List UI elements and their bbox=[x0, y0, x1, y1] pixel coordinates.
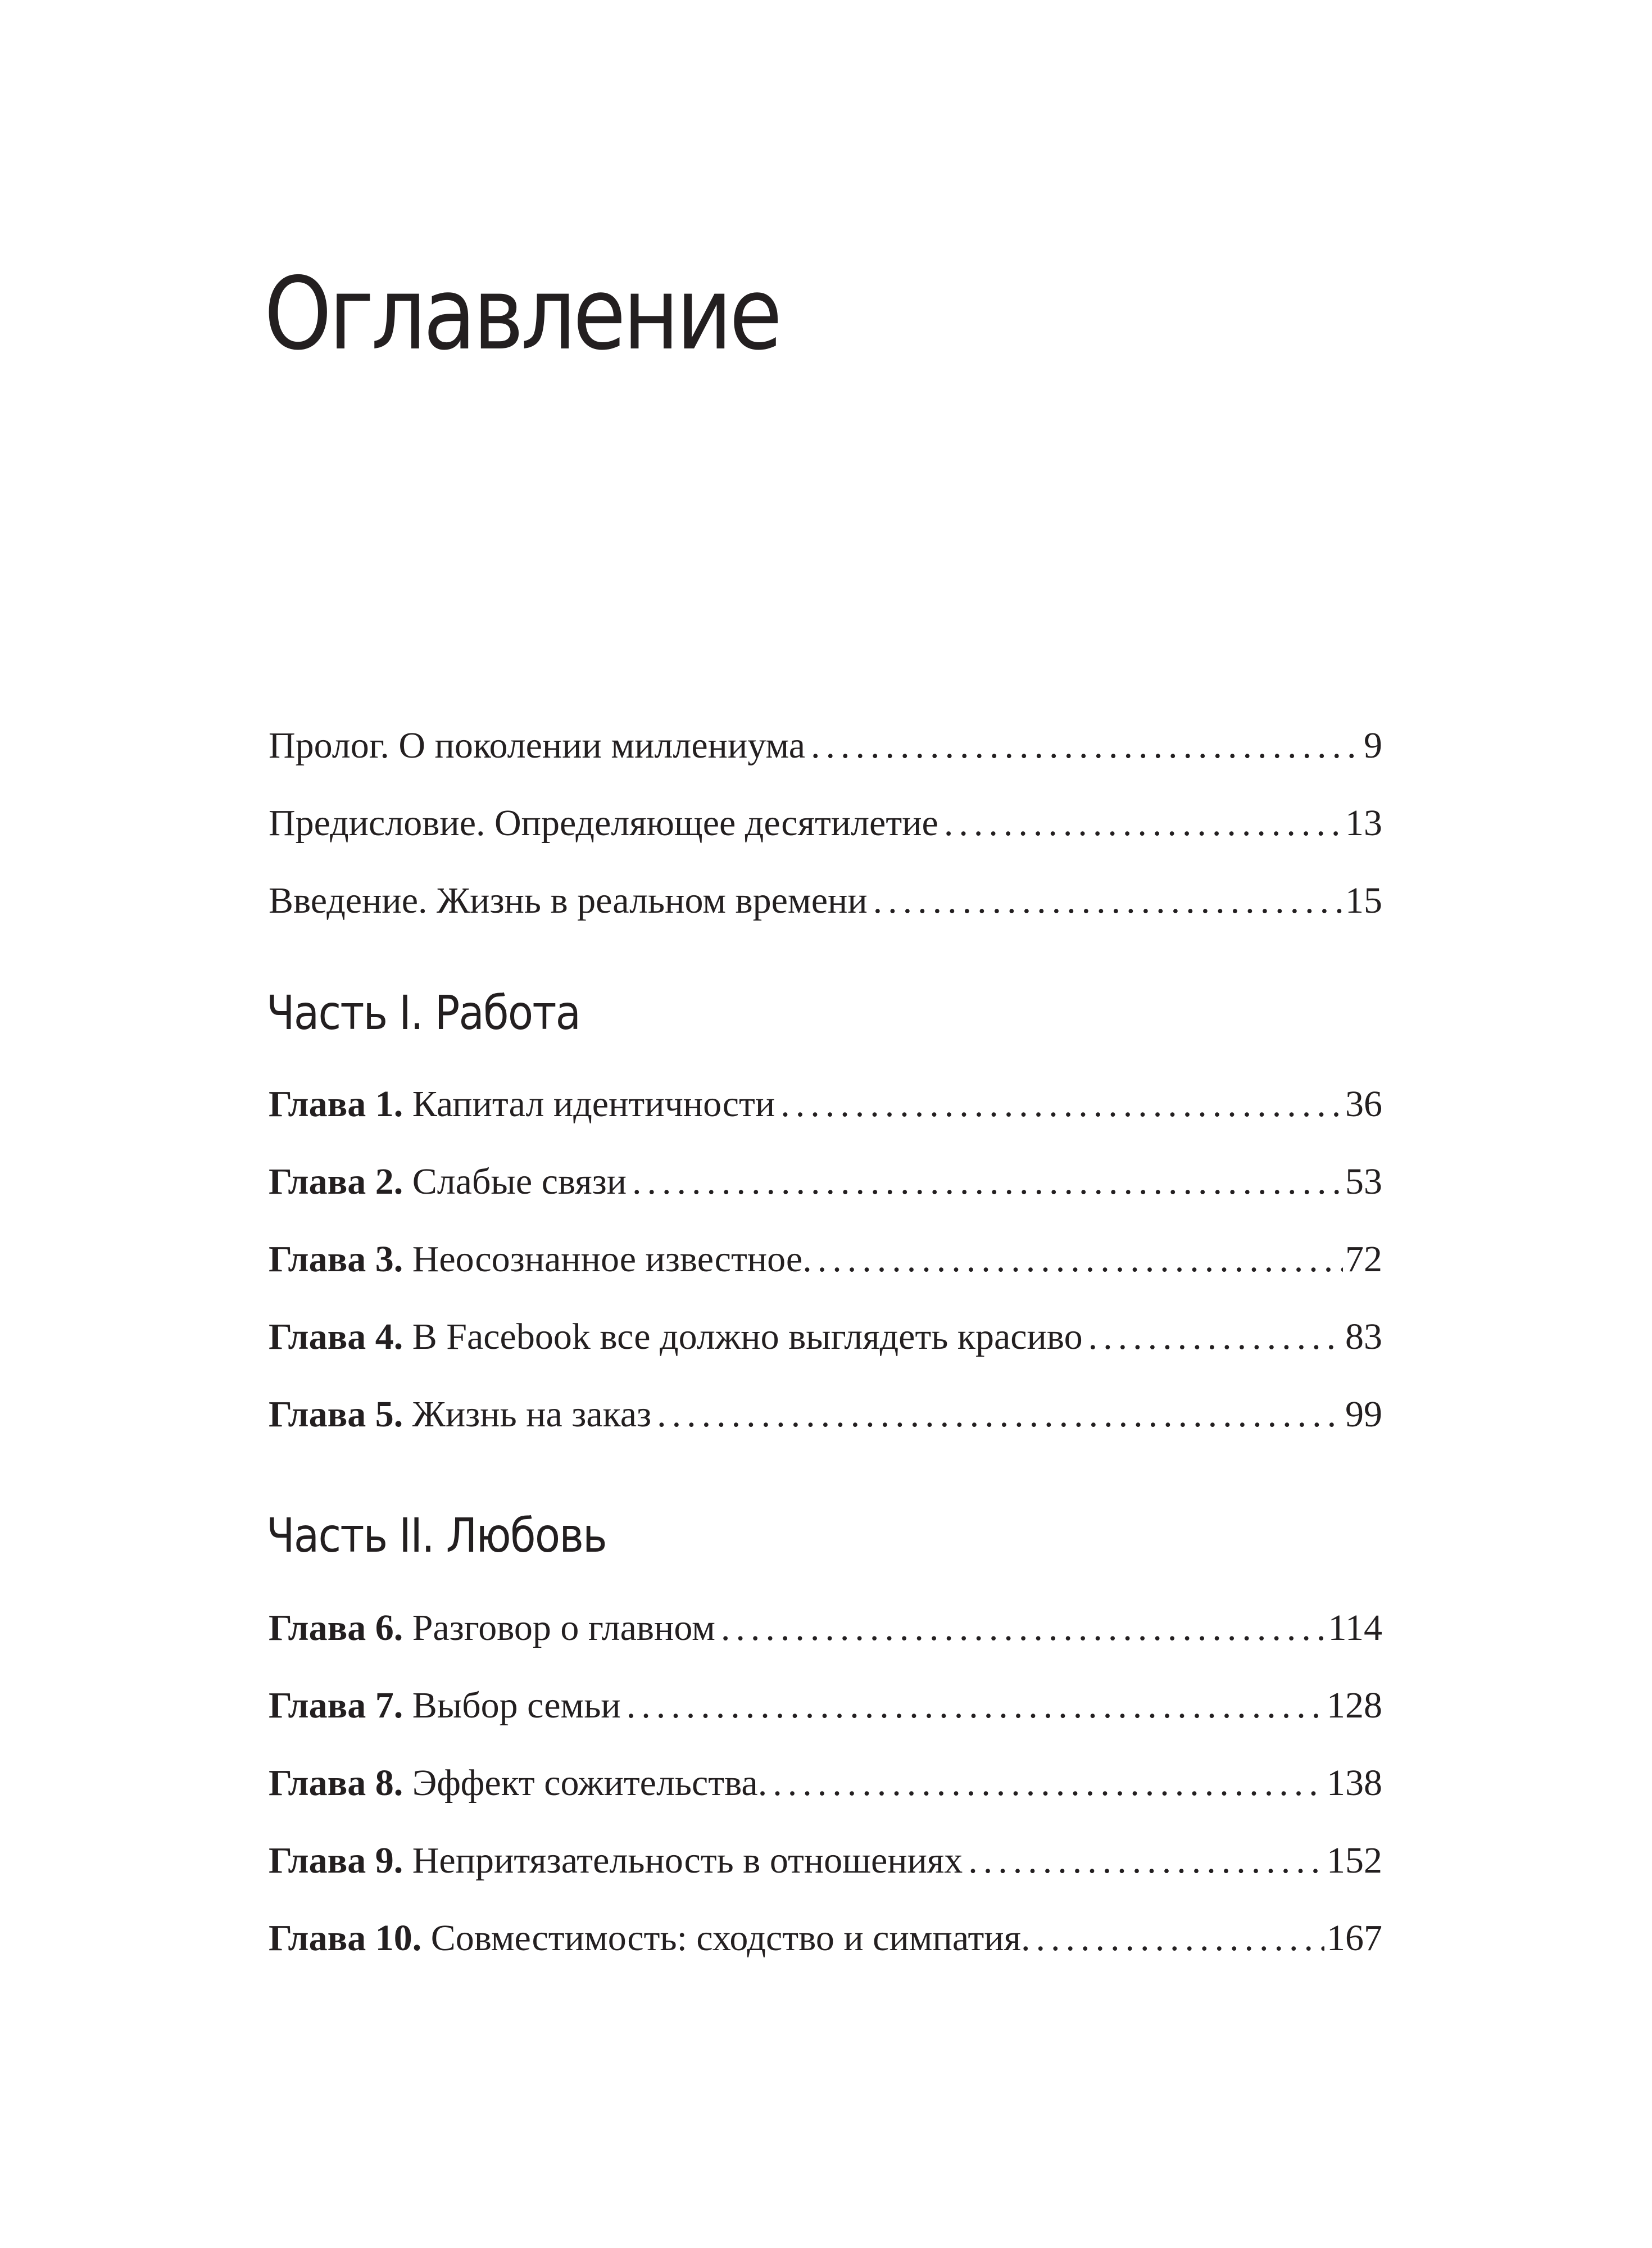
dot-leader bbox=[721, 1610, 1326, 1647]
page-number: 167 bbox=[1324, 1920, 1382, 1957]
entry-title bbox=[269, 1241, 818, 1278]
dot-leader bbox=[1036, 1920, 1324, 1957]
chapter-title: Выбор семьи bbox=[412, 1685, 621, 1726]
dot-leader bbox=[811, 727, 1361, 764]
dot-leader bbox=[968, 1842, 1324, 1879]
toc-entry-chapter-4[interactable] bbox=[269, 1278, 1382, 1356]
entry-title: Пролог. О поколении миллениума bbox=[269, 727, 811, 764]
page-number: 15 bbox=[1343, 882, 1382, 919]
page-number: 9 bbox=[1361, 727, 1382, 764]
page-number: 13 bbox=[1343, 805, 1382, 842]
entry-title bbox=[269, 1086, 780, 1123]
chapter-prefix: Глава 7. bbox=[269, 1685, 403, 1726]
toc-entry-chapter-7[interactable] bbox=[269, 1647, 1382, 1724]
toc-entry-chapter-10[interactable] bbox=[269, 1879, 1382, 1957]
entry-title bbox=[269, 1607, 721, 1648]
toc-entry-chapter-3[interactable] bbox=[269, 1200, 1382, 1278]
page-number: 36 bbox=[1343, 1086, 1382, 1123]
dot-leader bbox=[1088, 1318, 1343, 1356]
page-number: 128 bbox=[1324, 1687, 1382, 1724]
toc-entry-chapter-6[interactable] bbox=[269, 1569, 1382, 1647]
toc-entry-chapter-2[interactable] bbox=[269, 1123, 1382, 1200]
entry-title bbox=[269, 1396, 657, 1433]
toc-entry-chapter-1[interactable] bbox=[269, 1045, 1382, 1123]
page-number: 114 bbox=[1326, 1610, 1382, 1647]
dot-leader bbox=[627, 1687, 1324, 1724]
part-1-chapter-list bbox=[269, 1045, 1382, 1433]
toc-entry-chapter-9[interactable] bbox=[269, 1802, 1382, 1879]
chapter-title: Совместимость: сходство и симпатия. bbox=[430, 1918, 1031, 1959]
entry-title bbox=[269, 1920, 1036, 1957]
chapter-title: Эффект сожительства. bbox=[412, 1762, 768, 1803]
chapter-title: Слабые связи bbox=[412, 1161, 627, 1202]
page-number: 83 bbox=[1343, 1318, 1382, 1356]
page-number: 53 bbox=[1343, 1163, 1382, 1200]
part-heading-1: Часть I. Работа bbox=[266, 985, 580, 1040]
entry-title bbox=[269, 1318, 1088, 1356]
entry-title bbox=[269, 1762, 773, 1803]
dot-leader bbox=[657, 1396, 1343, 1433]
toc-entry-prologue[interactable] bbox=[269, 687, 1382, 764]
page-title: Оглавление bbox=[264, 256, 779, 372]
chapter-title: Капитал идентичности bbox=[412, 1084, 775, 1125]
chapter-prefix: Глава 10. bbox=[269, 1918, 422, 1959]
toc-entry-chapter-8[interactable] bbox=[269, 1724, 1382, 1802]
dot-leader bbox=[780, 1086, 1343, 1123]
chapter-prefix: Глава 8. bbox=[269, 1762, 403, 1803]
chapter-title: Разговор о главном bbox=[412, 1607, 715, 1648]
front-matter-list bbox=[269, 687, 1382, 919]
chapter-prefix: Глава 5. bbox=[269, 1394, 403, 1435]
chapter-prefix: Глава 3. bbox=[269, 1239, 403, 1280]
page-number: 138 bbox=[1324, 1765, 1382, 1802]
toc-entry-introduction[interactable] bbox=[269, 842, 1382, 919]
part-heading-2: Часть II. Любовь bbox=[266, 1508, 606, 1563]
page-number: 72 bbox=[1343, 1241, 1382, 1278]
entry-title: Введение. Жизнь в реальном времени bbox=[269, 882, 873, 919]
chapter-prefix: Глава 4. bbox=[269, 1316, 403, 1357]
page-number: 99 bbox=[1343, 1396, 1382, 1433]
entry-title bbox=[269, 1687, 627, 1724]
chapter-title: Жизнь на заказ bbox=[412, 1394, 652, 1435]
chapter-title: Неосознанное известное. bbox=[412, 1239, 812, 1280]
toc-entry-foreword[interactable] bbox=[269, 764, 1382, 842]
entry-title bbox=[269, 1163, 632, 1200]
entry-title: Предисловие. Определяющее десятилетие bbox=[269, 805, 944, 842]
dot-leader bbox=[818, 1241, 1343, 1278]
chapter-prefix: Глава 6. bbox=[269, 1607, 403, 1648]
page-number: 152 bbox=[1324, 1842, 1382, 1879]
entry-title bbox=[269, 1842, 968, 1879]
dot-leader bbox=[873, 882, 1343, 919]
chapter-prefix: Глава 1. bbox=[269, 1084, 403, 1125]
dot-leader bbox=[773, 1765, 1324, 1802]
chapter-prefix: Глава 9. bbox=[269, 1840, 403, 1881]
dot-leader bbox=[944, 805, 1343, 842]
toc-entry-chapter-5[interactable] bbox=[269, 1356, 1382, 1433]
chapter-prefix: Глава 2. bbox=[269, 1161, 403, 1202]
chapter-title: В Facebook все должно выглядеть красиво bbox=[412, 1316, 1083, 1357]
part-2-chapter-list bbox=[269, 1569, 1382, 1957]
chapter-title: Непритязательность в отношениях bbox=[412, 1840, 963, 1881]
dot-leader bbox=[632, 1163, 1343, 1200]
